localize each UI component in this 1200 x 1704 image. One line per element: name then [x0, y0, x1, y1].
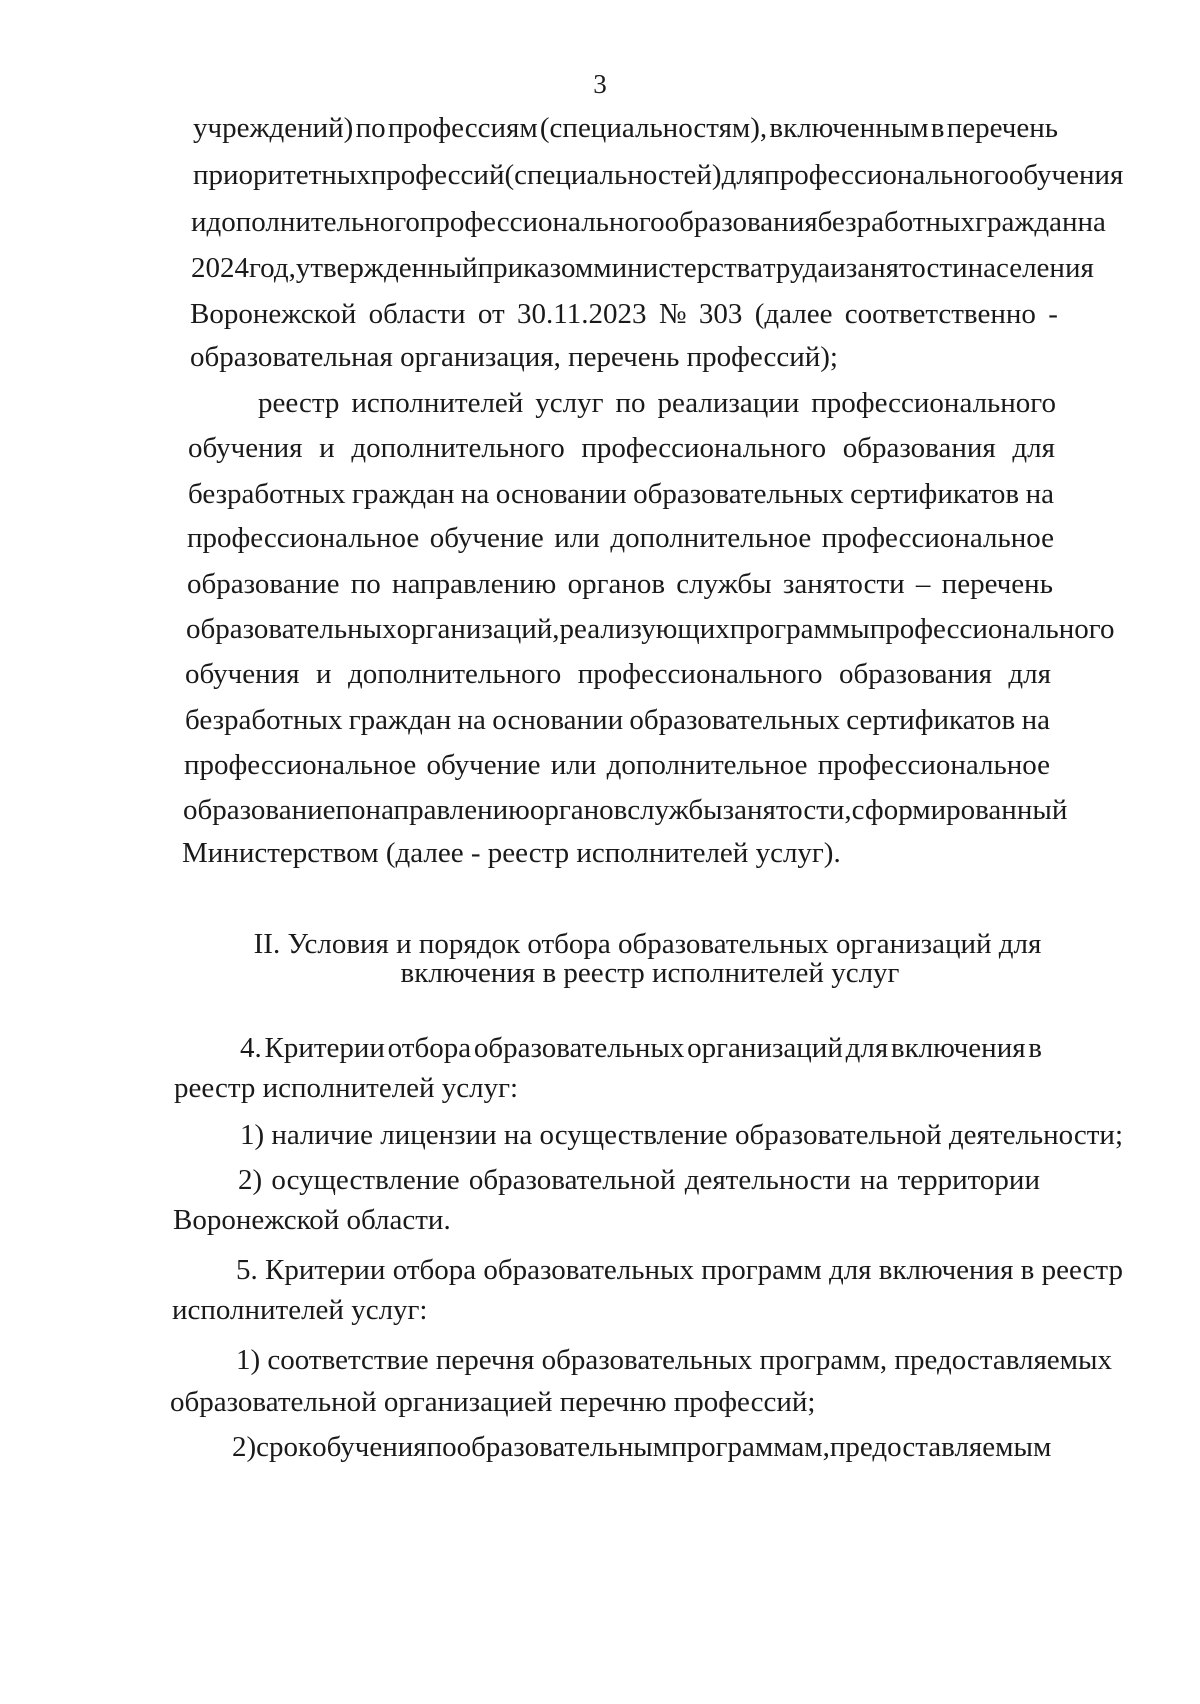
section-heading: включения в реестр исполнителей услуг [400, 957, 900, 989]
paragraph-1-line: Воронежской области от 30.11.2023 № 303 (далее соответственно - [190, 298, 1058, 330]
list-item-line: 4. Критерии отбора образовательных организаций для включения в [240, 1032, 1042, 1064]
paragraph-2-line: образовательных организаций, реализующих программы профессионального [186, 613, 1115, 645]
section-heading: II. Условия и порядок отбора образовательных организаций для [253, 928, 1042, 960]
list-item-line: 2) срок обучения по образовательным программам, предоставляемым [232, 1431, 1052, 1463]
paragraph-2-line: образование по направлению органов службы занятости – перечень [187, 568, 1053, 600]
paragraph-2-line: профессиональное обучение или дополнительное профессиональное [184, 749, 1050, 781]
list-item-line: Воронежской области. [173, 1204, 451, 1236]
paragraph-1-line: приоритетных профессий (специальностей) для профессионального обучения [193, 159, 1124, 191]
list-item-line: 1) наличие лицензии на осуществление образовательной деятельности; [240, 1119, 1123, 1151]
paragraph-2-line: реестр исполнителей услуг по реализации профессионального [258, 387, 1056, 419]
paragraph-2-line: обучения и дополнительного профессионального образования для [185, 658, 1051, 690]
list-item-line: 1) соответствие перечня образовательных программ, предоставляемых [236, 1344, 1113, 1376]
paragraph-1-line: учреждений) по профессиям (специальностям), включенным в перечень [193, 112, 1058, 144]
list-item-line: 2) осуществление образовательной деятельности на территории [238, 1164, 1040, 1196]
paragraph-2-line: обучения и дополнительного профессионального образования для [188, 432, 1055, 464]
paragraph-2-line: безработных граждан на основании образовательных сертификатов на [188, 478, 1054, 510]
paragraph-2-line: образование по направлению органов службы занятости, сформированный [183, 794, 1068, 826]
paragraph-2-line: безработных граждан на основании образовательных сертификатов на [185, 704, 1050, 736]
paragraph-2-line: профессиональное обучение или дополнительное профессиональное [187, 522, 1054, 554]
paragraph-1-line: и дополнительного профессионального образования безработных граждан на [191, 206, 1106, 238]
list-item-line: исполнителей услуг: [172, 1294, 428, 1326]
list-item-line: 5. Критерии отбора образовательных программ для включения в реестр [236, 1254, 1123, 1286]
list-item-line: реестр исполнителей услуг: [174, 1072, 519, 1104]
paragraph-2-line: Министерством (далее - реестр исполнителей услуг). [182, 837, 841, 869]
list-item-line: образовательной организацией перечню профессий; [170, 1386, 816, 1418]
page-number: 3 [593, 69, 607, 99]
paragraph-1-line: 2024 год, утвержденный приказом министерства труда и занятости населения [191, 252, 1094, 284]
paragraph-1-line: образовательная организация, перечень профессий); [190, 341, 838, 373]
